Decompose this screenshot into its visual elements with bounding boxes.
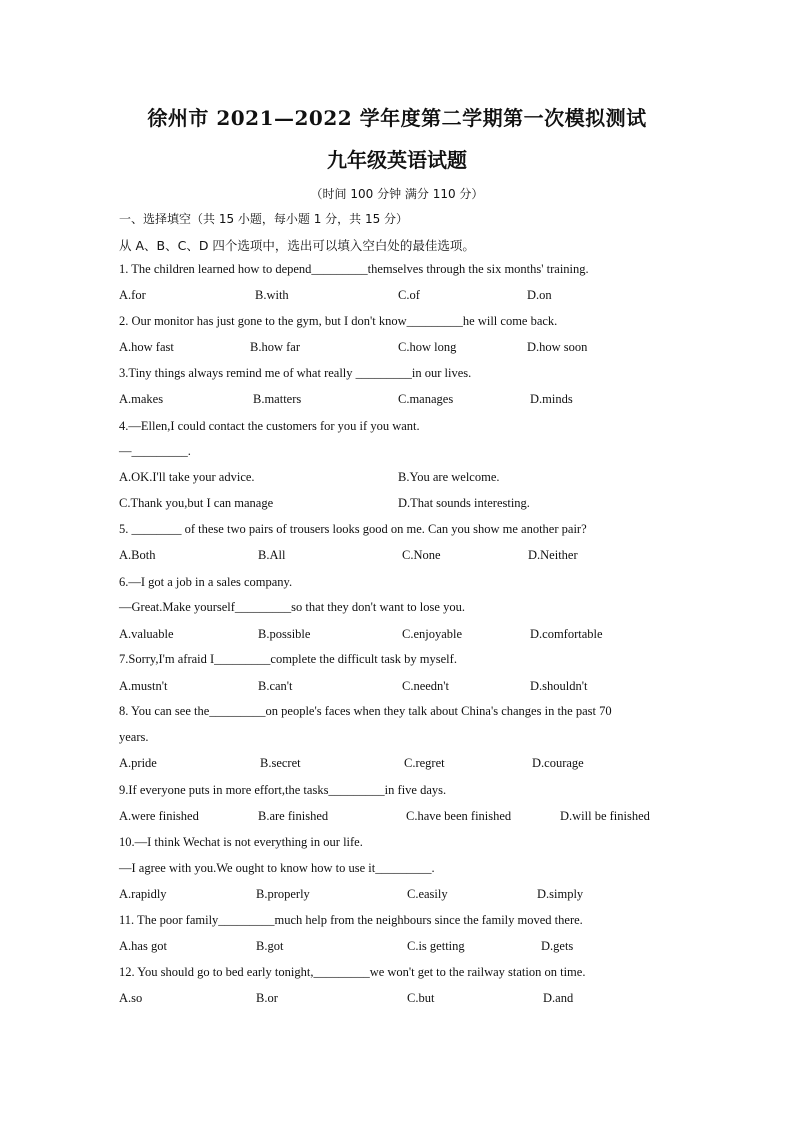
question-6-stem: 6.—I got a job in a sales company. (119, 575, 293, 589)
question-7-option-a: A.mustn't (119, 679, 168, 693)
question-3-option-b: B.matters (253, 392, 302, 406)
question-10-option-b: B.properly (256, 887, 310, 901)
question-5-option-b: B.All (258, 548, 286, 562)
question-2-stem: 2. Our monitor has just gone to the gym, but I don't know_________he will come back. (119, 314, 558, 328)
question-10-stem-2: —I agree with you.We ought to know how to use it_________. (119, 861, 435, 875)
question-5-option-c: C.None (402, 548, 441, 562)
question-12-stem: 12. You should go to bed early tonight,_________we won't get to the railway station on time. (119, 965, 586, 979)
question-12-option-b: B.or (256, 991, 278, 1005)
question-7-option-b: B.can't (258, 679, 293, 693)
question-4-stem-2: —_________. (119, 444, 191, 458)
question-4-option-a: A.OK.I'll take your advice. (119, 470, 255, 484)
question-11-option-a: A.has got (119, 939, 167, 953)
question-2-option-b: B.how far (250, 340, 300, 354)
question-11-option-c: C.is getting (407, 939, 465, 953)
question-2-option-d: D.how soon (527, 340, 588, 354)
question-2-option-c: C.how long (398, 340, 457, 354)
question-6-stem-2: —Great.Make yourself_________so that they don't want to lose you. (119, 600, 465, 614)
exam-meta: （时间 100 分钟 满分 110 分） (310, 187, 484, 201)
question-1-option-c: C.of (398, 288, 420, 302)
question-12-option-a: A.so (119, 991, 143, 1005)
question-9-option-c: C.have been finished (406, 809, 512, 823)
question-3-option-c: C.manages (398, 392, 454, 406)
question-7-option-d: D.shouldn't (530, 679, 588, 693)
question-8-stem-2: years. (119, 730, 149, 744)
question-6-option-b: B.possible (258, 627, 311, 641)
question-11-stem: 11. The poor family_________much help from the neighbours since the family moved there. (119, 913, 583, 927)
section-instruction: 从 A、B、C、D 四个选项中，选出可以填入空白处的最佳选项。 (119, 238, 475, 253)
question-4-option-d: D.That sounds interesting. (398, 496, 530, 510)
question-12-option-c: C.but (407, 991, 435, 1005)
question-4-option-b: B.You are welcome. (398, 470, 500, 484)
question-5-stem: 5. ________ of these two pairs of trousers looks good on me. Can you show me another pair? (119, 522, 587, 536)
question-8-option-a: A.pride (119, 756, 157, 770)
question-11-option-b: B.got (256, 939, 284, 953)
question-6-option-c: C.enjoyable (402, 627, 463, 641)
question-10-option-c: C.easily (407, 887, 448, 901)
question-8-option-b: B.secret (260, 756, 301, 770)
page-subtitle: 九年级英语试题 (327, 148, 467, 172)
question-8-option-d: D.courage (532, 756, 584, 770)
page-title: 徐州市 2021—2022 学年度第二学期第一次模拟测试 (147, 106, 647, 130)
question-3-stem: 3.Tiny things always remind me of what really _________in our lives. (119, 366, 472, 380)
question-2-option-a: A.how fast (119, 340, 174, 354)
question-11-option-d: D.gets (541, 939, 574, 953)
question-6-option-d: D.comfortable (530, 627, 603, 641)
question-9-option-a: A.were finished (119, 809, 199, 823)
question-4-option-c: C.Thank you,but I can manage (119, 496, 274, 510)
question-10-option-a: A.rapidly (119, 887, 167, 901)
question-4-stem: 4.—Ellen,I could contact the customers for you if you want. (119, 419, 420, 433)
question-7-option-c: C.needn't (402, 679, 450, 693)
question-1-stem: 1. The children learned how to depend_________themselves through the six months' training. (119, 262, 589, 276)
question-8-stem: 8. You can see the_________on people's faces when they talk about China's changes in the past 70 (119, 704, 612, 718)
question-10-option-d: D.simply (537, 887, 584, 901)
question-5-option-d: D.Neither (528, 548, 578, 562)
question-3-option-a: A.makes (119, 392, 164, 406)
question-6-option-a: A.valuable (119, 627, 174, 641)
question-7-stem: 7.Sorry,I'm afraid I_________complete the difficult task by myself. (119, 652, 457, 666)
question-1-option-a: A.for (119, 288, 146, 302)
question-10-stem: 10.—I think Wechat is not everything in our life. (119, 835, 363, 849)
question-9-option-d: D.will be finished (560, 809, 650, 823)
question-5-option-a: A.Both (119, 548, 156, 562)
question-3-option-d: D.minds (530, 392, 573, 406)
question-1-option-d: D.on (527, 288, 552, 302)
section-heading: 一、选择填空（共 15 小题，每小题 1 分，共 15 分） (119, 212, 409, 226)
question-12-option-d: D.and (543, 991, 574, 1005)
question-9-option-b: B.are finished (258, 809, 329, 823)
question-8-option-c: C.regret (404, 756, 445, 770)
question-9-stem: 9.If everyone puts in more effort,the tasks_________in five days. (119, 783, 447, 797)
question-1-option-b: B.with (255, 288, 289, 302)
